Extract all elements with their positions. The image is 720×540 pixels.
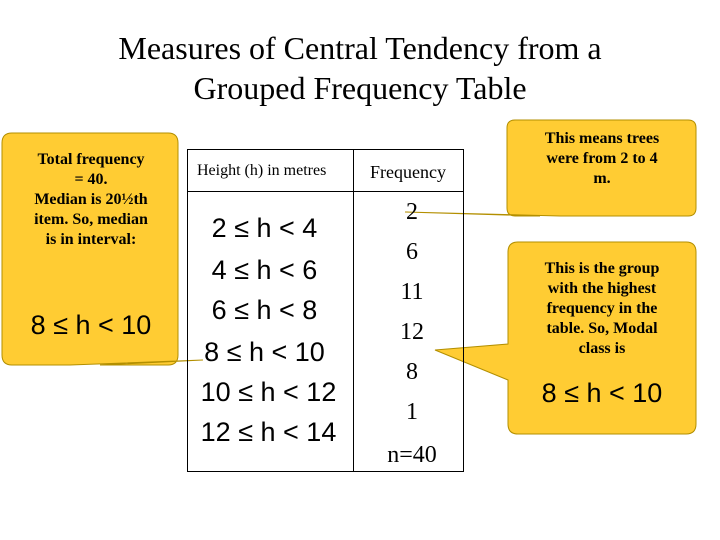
interval-row-2: 4 ≤ h < 6 <box>211 255 318 285</box>
modal-callout-line-4: table. So, Modal <box>546 320 658 337</box>
frequency-total: n=40 <box>387 442 437 468</box>
median-callout-line-2: = 40. <box>74 171 108 188</box>
frequency-row-1: 2 <box>406 199 418 225</box>
modal-interval: 8 ≤ h < 10 <box>541 378 663 408</box>
frequency-row-5: 8 <box>406 359 418 385</box>
median-callout-text <box>8 150 174 250</box>
modal-callout-line-1: This is the group <box>544 260 660 277</box>
frequency-row-6: 1 <box>406 399 418 425</box>
trees-callout-line-1: This means trees <box>544 130 660 147</box>
modal-callout-line-3: frequency in the <box>546 300 658 317</box>
modal-callout-line-5: class is <box>578 340 626 357</box>
modal-callout-text <box>512 259 692 359</box>
modal-callout-line-2: with the highest <box>547 280 657 297</box>
trees-callout-text <box>512 129 692 189</box>
median-callout-line-1: Total frequency <box>37 151 145 168</box>
trees-callout-line-2: were from 2 to 4 <box>546 150 658 167</box>
trees-callout-line-3: m. <box>593 170 611 187</box>
interval-row-4: 8 ≤ h < 10 <box>204 337 325 367</box>
frequency-row-4: 12 <box>400 319 424 345</box>
title-line-1: Measures of Central Tendency from a <box>118 30 602 66</box>
interval-row-6: 12 ≤ h < 14 <box>200 417 337 447</box>
median-callout-line-4: item. So, median <box>34 211 148 228</box>
header-height: Height (h) in metres <box>197 162 327 179</box>
frequency-row-3: 11 <box>400 279 424 305</box>
interval-row-1: 2 ≤ h < 4 <box>211 213 318 243</box>
median-callout-line-5: is in interval: <box>45 231 137 248</box>
frequency-row-2: 6 <box>406 239 418 265</box>
title-line-2: Grouped Frequency Table <box>193 70 527 106</box>
interval-row-3: 6 ≤ h < 8 <box>211 295 318 325</box>
page-title <box>0 28 720 108</box>
median-interval: 8 ≤ h < 10 <box>30 310 152 340</box>
median-callout-line-3: Median is 20½th <box>34 191 148 208</box>
header-frequency: Frequency <box>370 162 446 182</box>
interval-row-5: 10 ≤ h < 12 <box>200 377 337 407</box>
